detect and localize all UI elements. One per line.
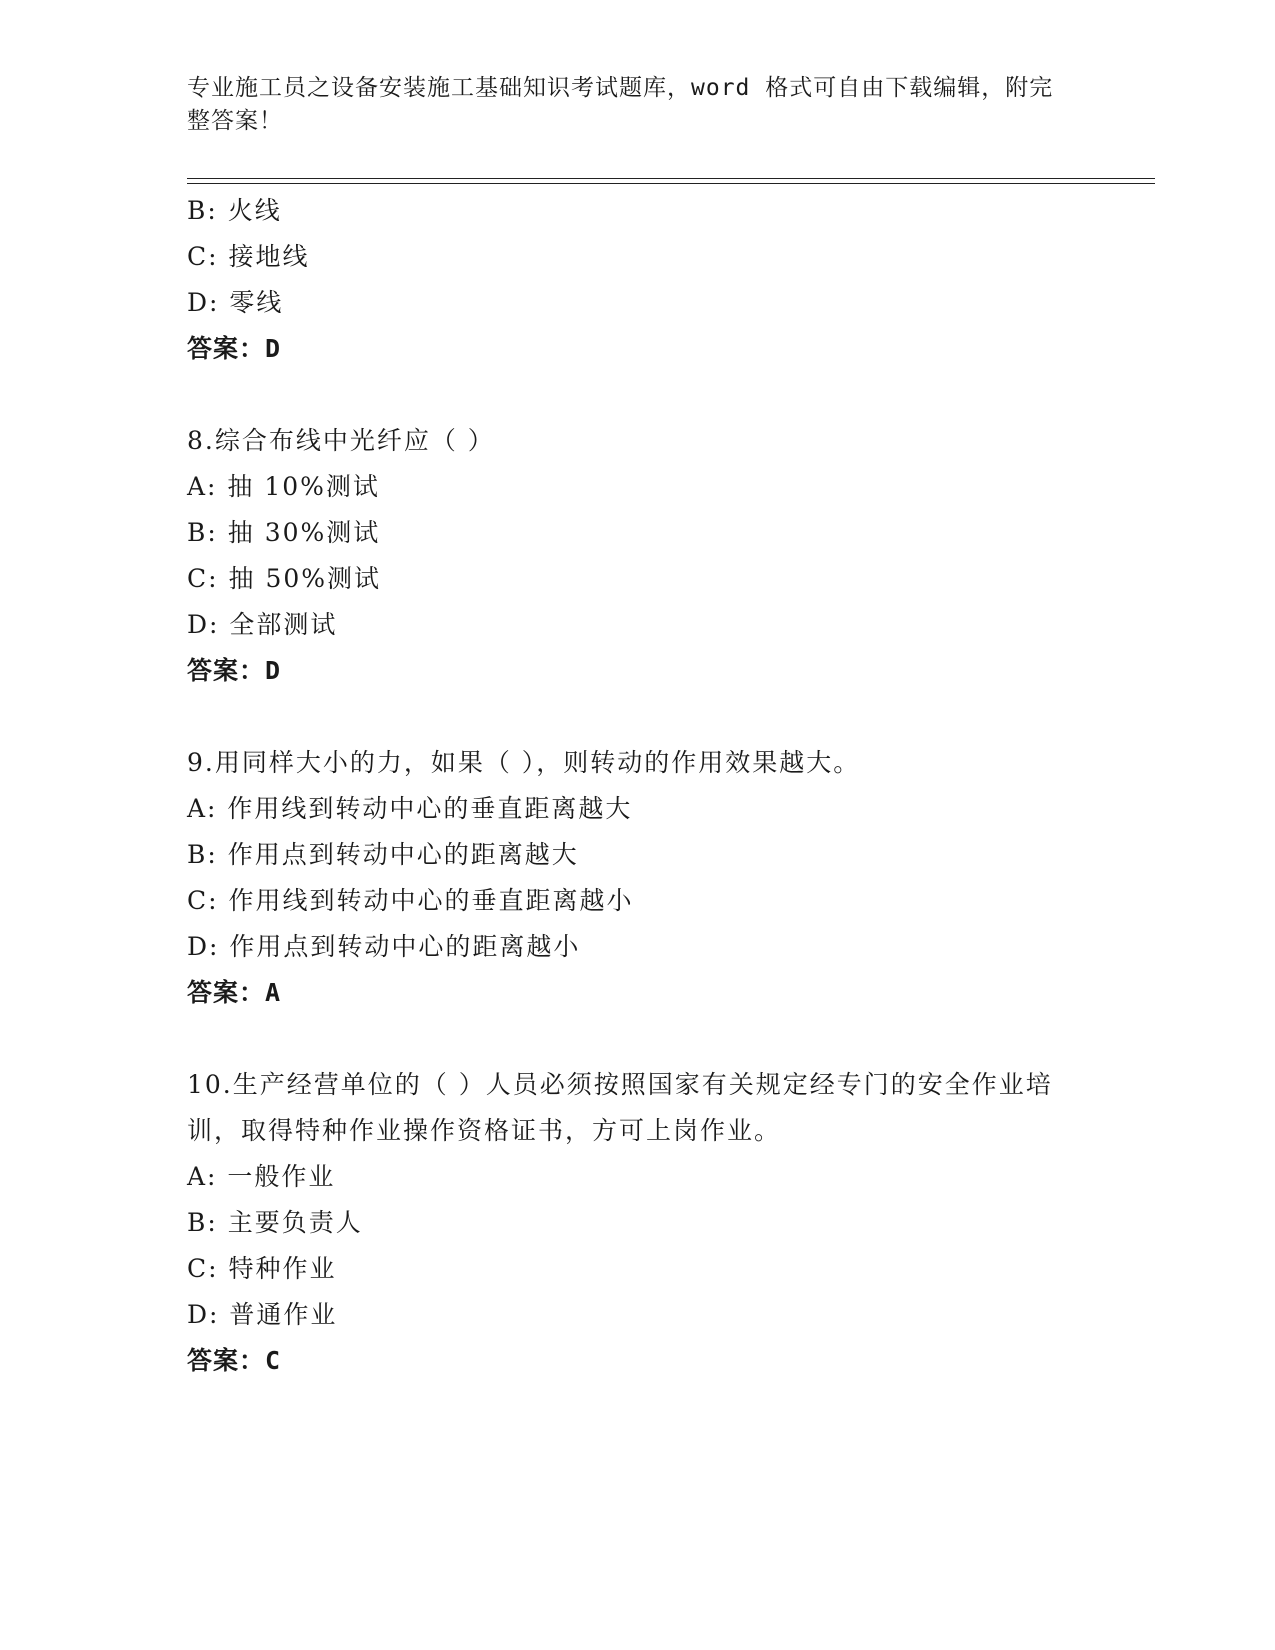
option-d: D: 全部测试 xyxy=(187,610,338,639)
header-divider-top xyxy=(187,178,1155,179)
header-text: 专业施工员之设备安装施工基础知识考试题库，word 格式可自由下载编辑，附完整答案！ xyxy=(187,75,1054,134)
option-c: C: 接地线 xyxy=(187,242,310,271)
option-a: A: 作用线到转动中心的垂直距离越大 xyxy=(187,794,633,823)
question-text: 9.用同样大小的力，如果（ ），则转动的作用效果越大。 xyxy=(187,748,861,777)
answer-line: 答案：D xyxy=(187,656,282,685)
question-9-block xyxy=(187,740,1067,1016)
answer-line: 答案：D xyxy=(187,334,282,363)
spacer xyxy=(187,1016,1067,1062)
question-text: 8.综合布线中光纤应（ ） xyxy=(187,426,495,455)
answer-line: 答案：C xyxy=(187,1346,282,1375)
option-c: C: 作用线到转动中心的垂直距离越小 xyxy=(187,886,634,915)
question-list xyxy=(187,188,1067,1384)
document-header xyxy=(187,72,1067,138)
option-a: A: 一般作业 xyxy=(187,1162,336,1191)
spacer xyxy=(187,372,1067,418)
question-7-block xyxy=(187,188,1067,372)
spacer xyxy=(187,694,1067,740)
option-d: D: 零线 xyxy=(187,288,284,317)
question-text: 10.生产经营单位的（ ）人员必须按照国家有关规定经专门的安全作业培训，取得特种作业操作资格证书，方可上岗作业。 xyxy=(187,1070,1053,1145)
option-b: B: 作用点到转动中心的距离越大 xyxy=(187,840,579,869)
question-8-block xyxy=(187,418,1067,694)
option-d: D: 作用点到转动中心的距离越小 xyxy=(187,932,581,961)
question-10-block xyxy=(187,1062,1067,1384)
option-b: B: 抽 30%测试 xyxy=(187,518,381,547)
option-b: B: 火线 xyxy=(187,196,282,225)
option-a: A: 抽 10%测试 xyxy=(187,472,380,501)
header-divider-bottom xyxy=(187,183,1155,184)
option-c: C: 抽 50%测试 xyxy=(187,564,382,593)
answer-line: 答案：A xyxy=(187,978,282,1007)
option-c: C: 特种作业 xyxy=(187,1254,337,1283)
option-b: B: 主要负责人 xyxy=(187,1208,363,1237)
option-d: D: 普通作业 xyxy=(187,1300,338,1329)
